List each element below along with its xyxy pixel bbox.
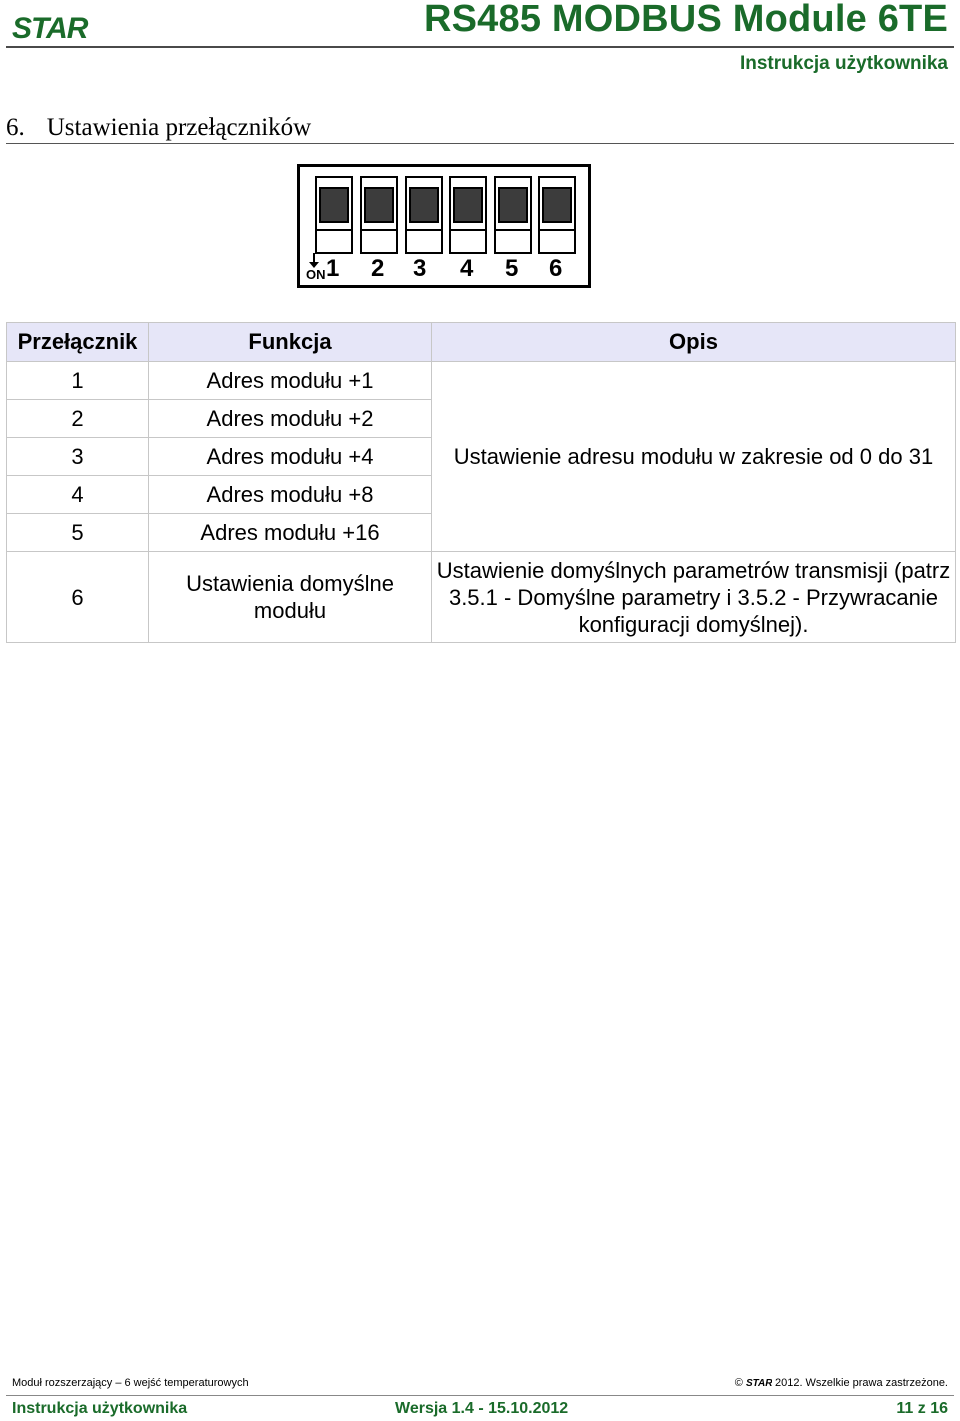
dip-number-2: 2 — [371, 255, 385, 282]
switch-number-cell: 6 — [7, 552, 149, 643]
table-row — [7, 552, 956, 643]
dip-number-1: 1 — [326, 255, 340, 282]
document-title: RS485 MODBUS Module 6TE — [423, 0, 948, 40]
copyright-text: 2012. Wszelkie prawa zastrzeżone. — [774, 1377, 948, 1389]
star-mini-logo — [746, 1377, 772, 1387]
switch-number-cell: 4 — [7, 476, 149, 514]
function-cell: Ustawienia domyślne modułu — [149, 552, 432, 643]
dip-switch-1 — [315, 176, 353, 254]
table-header-row — [7, 323, 956, 362]
table-row — [7, 362, 956, 400]
switch-number-cell: 2 — [7, 400, 149, 438]
svg-text:STAR: STAR — [12, 12, 88, 42]
column-header-switch: Przełącznik — [7, 323, 149, 362]
switch-number-cell: 1 — [7, 362, 149, 400]
dip-on-label: ON — [306, 267, 326, 282]
section-divider — [6, 143, 954, 144]
document-subtitle: Instrukcja użytkownika — [739, 53, 948, 74]
dip-switch-2 — [360, 176, 398, 254]
switch-number-cell: 3 — [7, 438, 149, 476]
dip-switch-6 — [538, 176, 576, 254]
footer-product-description: Moduł rozszerzający – 6 wejść temperaturowych — [12, 1377, 249, 1389]
footer-divider — [6, 1395, 954, 1396]
dip-switch-diagram — [297, 164, 591, 288]
section-heading — [6, 114, 311, 142]
dip-number-3: 3 — [413, 255, 427, 282]
description-cell-default: Ustawienie domyślnych parametrów transmisji (patrz 3.5.1 - Domyślne parametry i 3.5.2 - Przywracanie konfiguracji domyślnej). — [432, 552, 956, 643]
footer-doc-type: Instrukcja użytkownika — [12, 1400, 188, 1417]
dip-switch-3 — [405, 176, 443, 254]
header-divider — [6, 46, 954, 48]
svg-text:STAR: STAR — [745, 1378, 772, 1387]
dip-switch-5 — [494, 176, 532, 254]
section-title: Ustawienia przełączników — [46, 114, 312, 141]
copyright-symbol: © — [734, 1377, 743, 1389]
description-cell-address: Ustawienie adresu modułu w zakresie od 0 do 31 — [432, 362, 956, 552]
dip-switch-4 — [449, 176, 487, 254]
function-cell: Adres modułu +16 — [149, 514, 432, 552]
dip-number-4: 4 — [460, 255, 474, 282]
footer-copyright — [735, 1377, 948, 1389]
switch-number-cell: 5 — [7, 514, 149, 552]
column-header-description: Opis — [432, 323, 956, 362]
function-cell: Adres modułu +8 — [149, 476, 432, 514]
function-cell: Adres modułu +2 — [149, 400, 432, 438]
function-cell: Adres modułu +4 — [149, 438, 432, 476]
switch-settings-table — [6, 322, 956, 643]
footer-version: Wersja 1.4 - 15.10.2012 — [395, 1400, 569, 1417]
star-logo — [12, 10, 94, 42]
function-cell: Adres modułu +1 — [149, 362, 432, 400]
column-header-function: Funkcja — [149, 323, 432, 362]
dip-number-6: 6 — [549, 255, 563, 282]
down-arrow-icon — [313, 253, 315, 265]
footer-page-number: 11 z 16 — [896, 1400, 948, 1417]
dip-number-5: 5 — [505, 255, 519, 282]
section-number: 6. — [6, 114, 25, 141]
